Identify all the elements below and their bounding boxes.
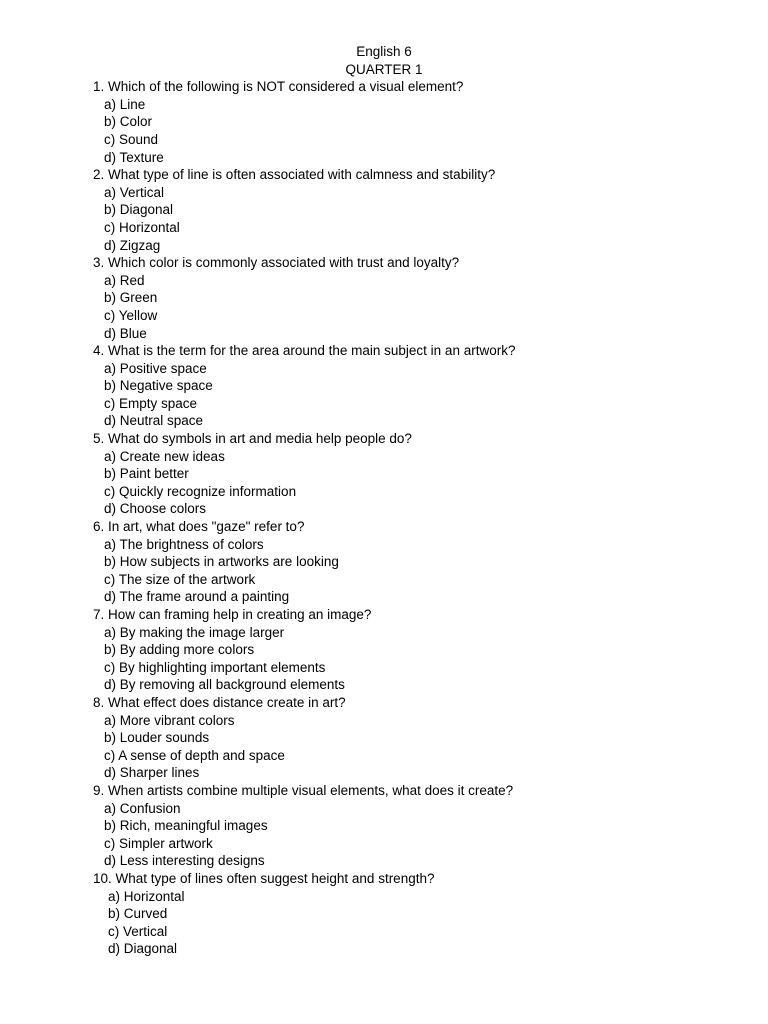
answer-option: c) Vertical xyxy=(108,923,168,939)
answer-option: c) Quickly recognize information xyxy=(104,483,297,499)
answer-option: a) Create new ideas xyxy=(104,448,225,464)
answer-option: b) Diagonal xyxy=(104,202,174,218)
answer-option: c) Empty space xyxy=(104,395,198,411)
question-8 xyxy=(93,694,733,782)
answer-option: a) Red xyxy=(104,272,145,288)
answer-option: d) Blue xyxy=(104,325,147,341)
question-10 xyxy=(93,870,733,958)
question-text: 8. What effect does distance create in art? xyxy=(93,694,346,710)
answer-option: b) Louder sounds xyxy=(104,730,210,746)
answer-option: b) Green xyxy=(104,290,158,306)
answer-option: d) Choose colors xyxy=(104,501,207,517)
answer-option: b) Paint better xyxy=(104,466,189,482)
answer-option: a) The brightness of colors xyxy=(104,536,264,552)
question-text: 2. What type of line is often associated with calmness and stability? xyxy=(93,167,496,183)
answer-option: d) Zigzag xyxy=(104,237,161,253)
answer-option: c) Horizontal xyxy=(104,219,180,235)
answer-option: d) Texture xyxy=(104,149,164,165)
answer-option: b) Negative space xyxy=(104,378,213,394)
answer-option: d) The frame around a painting xyxy=(104,589,290,605)
question-text: 5. What do symbols in art and media help people do? xyxy=(93,431,412,447)
answer-option: a) Vertical xyxy=(104,184,165,200)
question-text: 9. When artists combine multiple visual elements, what does it create? xyxy=(93,782,514,798)
question-4 xyxy=(93,342,733,430)
question-text: 4. What is the term for the area around the main subject in an artwork? xyxy=(93,343,516,359)
answer-option: c) Yellow xyxy=(104,307,158,323)
answer-option: d) Less interesting designs xyxy=(104,853,265,869)
question-9 xyxy=(93,782,733,870)
answer-option: a) More vibrant colors xyxy=(104,712,235,728)
answer-option: b) By adding more colors xyxy=(104,642,255,658)
question-text: 1. Which of the following is NOT considered a visual element? xyxy=(93,79,464,95)
answer-option: b) Curved xyxy=(108,906,168,922)
question-1 xyxy=(93,78,733,166)
question-3 xyxy=(93,254,733,342)
answer-option: a) Confusion xyxy=(104,800,181,816)
answer-option: c) Simpler artwork xyxy=(104,835,213,851)
answer-option: d) Diagonal xyxy=(108,941,178,957)
question-2 xyxy=(93,166,733,254)
question-text: 7. How can framing help in creating an image? xyxy=(93,607,372,622)
answer-option: a) Line xyxy=(104,96,146,112)
answer-option: a) By making the image larger xyxy=(104,624,285,640)
answer-option: c) Sound xyxy=(104,131,159,147)
answer-option: b) Rich, meaningful images xyxy=(104,818,268,834)
question-text: 3. Which color is commonly associated with trust and loyalty? xyxy=(93,255,460,271)
answer-option: d) Sharper lines xyxy=(104,765,200,781)
answer-option: d) Neutral space xyxy=(104,413,204,429)
answer-option: a) Positive space xyxy=(104,360,207,376)
answer-option: b) How subjects in artworks are looking xyxy=(104,554,339,570)
question-6 xyxy=(93,518,733,606)
question-7 xyxy=(93,606,733,694)
question-text: 6. In art, what does "gaze" refer to? xyxy=(93,519,305,535)
question-text: 10. What type of lines often suggest height and strength? xyxy=(93,870,435,886)
question-5 xyxy=(93,430,733,518)
answer-option: d) By removing all background elements xyxy=(104,677,345,693)
answer-option: a) Horizontal xyxy=(108,888,185,904)
answer-option: c) By highlighting important elements xyxy=(104,659,326,675)
answer-option: b) Color xyxy=(104,114,153,130)
question-list xyxy=(93,78,733,958)
document-title: English 6 xyxy=(356,44,412,59)
answer-option: c) The size of the artwork xyxy=(104,571,256,587)
answer-option: c) A sense of depth and space xyxy=(104,747,285,763)
document-subtitle: QUARTER 1 xyxy=(345,61,423,77)
